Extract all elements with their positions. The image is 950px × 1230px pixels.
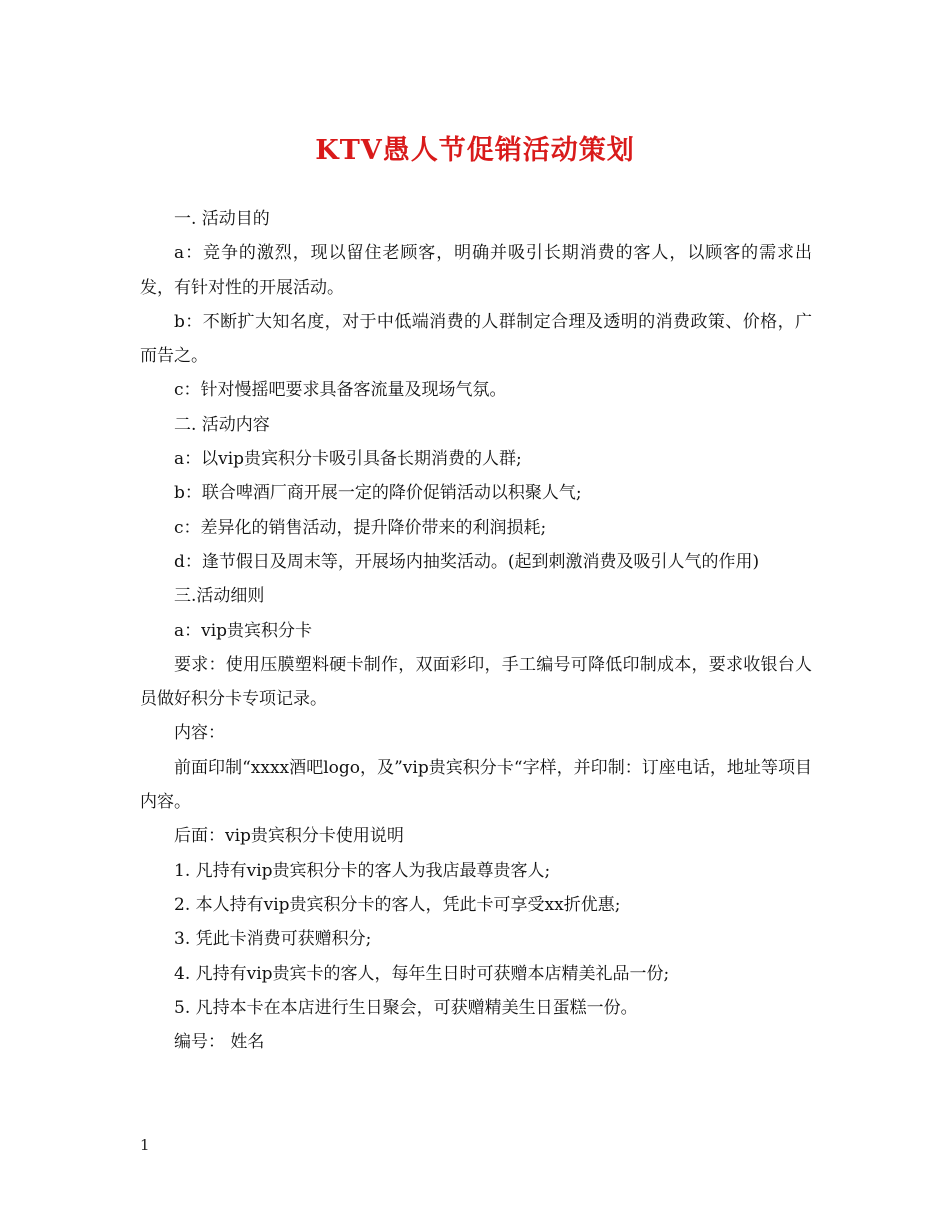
paragraph: b：联合啤酒厂商开展一定的降价促销活动以积聚人气; bbox=[174, 483, 582, 504]
paragraph: a：以vip贵宾积分卡吸引具备长期消费的人群; bbox=[174, 449, 522, 470]
list-item: 2. 本人持有vip贵宾积分卡的客人，凭此卡可享受xx折优惠; bbox=[174, 894, 621, 915]
document-body bbox=[140, 202, 812, 1059]
paragraph: c：针对慢摇吧要求具备客流量及现场气氛。 bbox=[174, 380, 507, 401]
document-title: KTV愚人节促销活动策划 bbox=[315, 135, 635, 166]
section-heading-1: 一. 活动目的 bbox=[174, 209, 270, 229]
page-number: 1 bbox=[140, 1136, 150, 1154]
list-item: 4. 凡持有vip贵宾卡的客人，每年生日时可获赠本店精美礼品一份; bbox=[174, 963, 670, 984]
paragraph: 内容： bbox=[174, 723, 225, 744]
list-item: 5. 凡持本卡在本店进行生日聚会，可获赠精美生日蛋糕一份。 bbox=[174, 997, 638, 1018]
paragraph: 前面印制“xxxx酒吧logo，及”vip贵宾积分卡“字样，并印制：订座电话，地址等项目内容。 bbox=[140, 757, 812, 813]
paragraph: a：竞争的激烈，现以留住老顾客，明确并吸引长期消费的客人，以顾客的需求出发，有针对性的开展活动。 bbox=[140, 243, 812, 298]
list-item: 3. 凭此卡消费可获赠积分; bbox=[174, 929, 372, 950]
paragraph: b：不断扩大知名度，对于中低端消费的人群制定合理及透明的消费政策、价格，广而告之。 bbox=[140, 311, 812, 367]
section-heading-2: 二. 活动内容 bbox=[174, 414, 270, 435]
paragraph: 编号： 姓名 bbox=[174, 1032, 265, 1053]
paragraph: c：差异化的销售活动，提升降价带来的利润损耗; bbox=[174, 517, 547, 538]
paragraph: 要求：使用压膜塑料硬卡制作，双面彩印，手工编号可降低印制成本，要求收银台人员做好积分卡专项记录。 bbox=[140, 654, 812, 710]
section-heading-3: 三.活动细则 bbox=[174, 586, 265, 607]
paragraph: d：逢节假日及周末等，开展场内抽奖活动。(起到刺激消费及吸引人气的作用) bbox=[174, 551, 760, 572]
list-item: 1. 凡持有vip贵宾积分卡的客人为我店最尊贵客人; bbox=[174, 860, 551, 881]
paragraph: a：vip贵宾积分卡 bbox=[174, 620, 313, 641]
paragraph: 后面：vip贵宾积分卡使用说明 bbox=[174, 826, 404, 847]
